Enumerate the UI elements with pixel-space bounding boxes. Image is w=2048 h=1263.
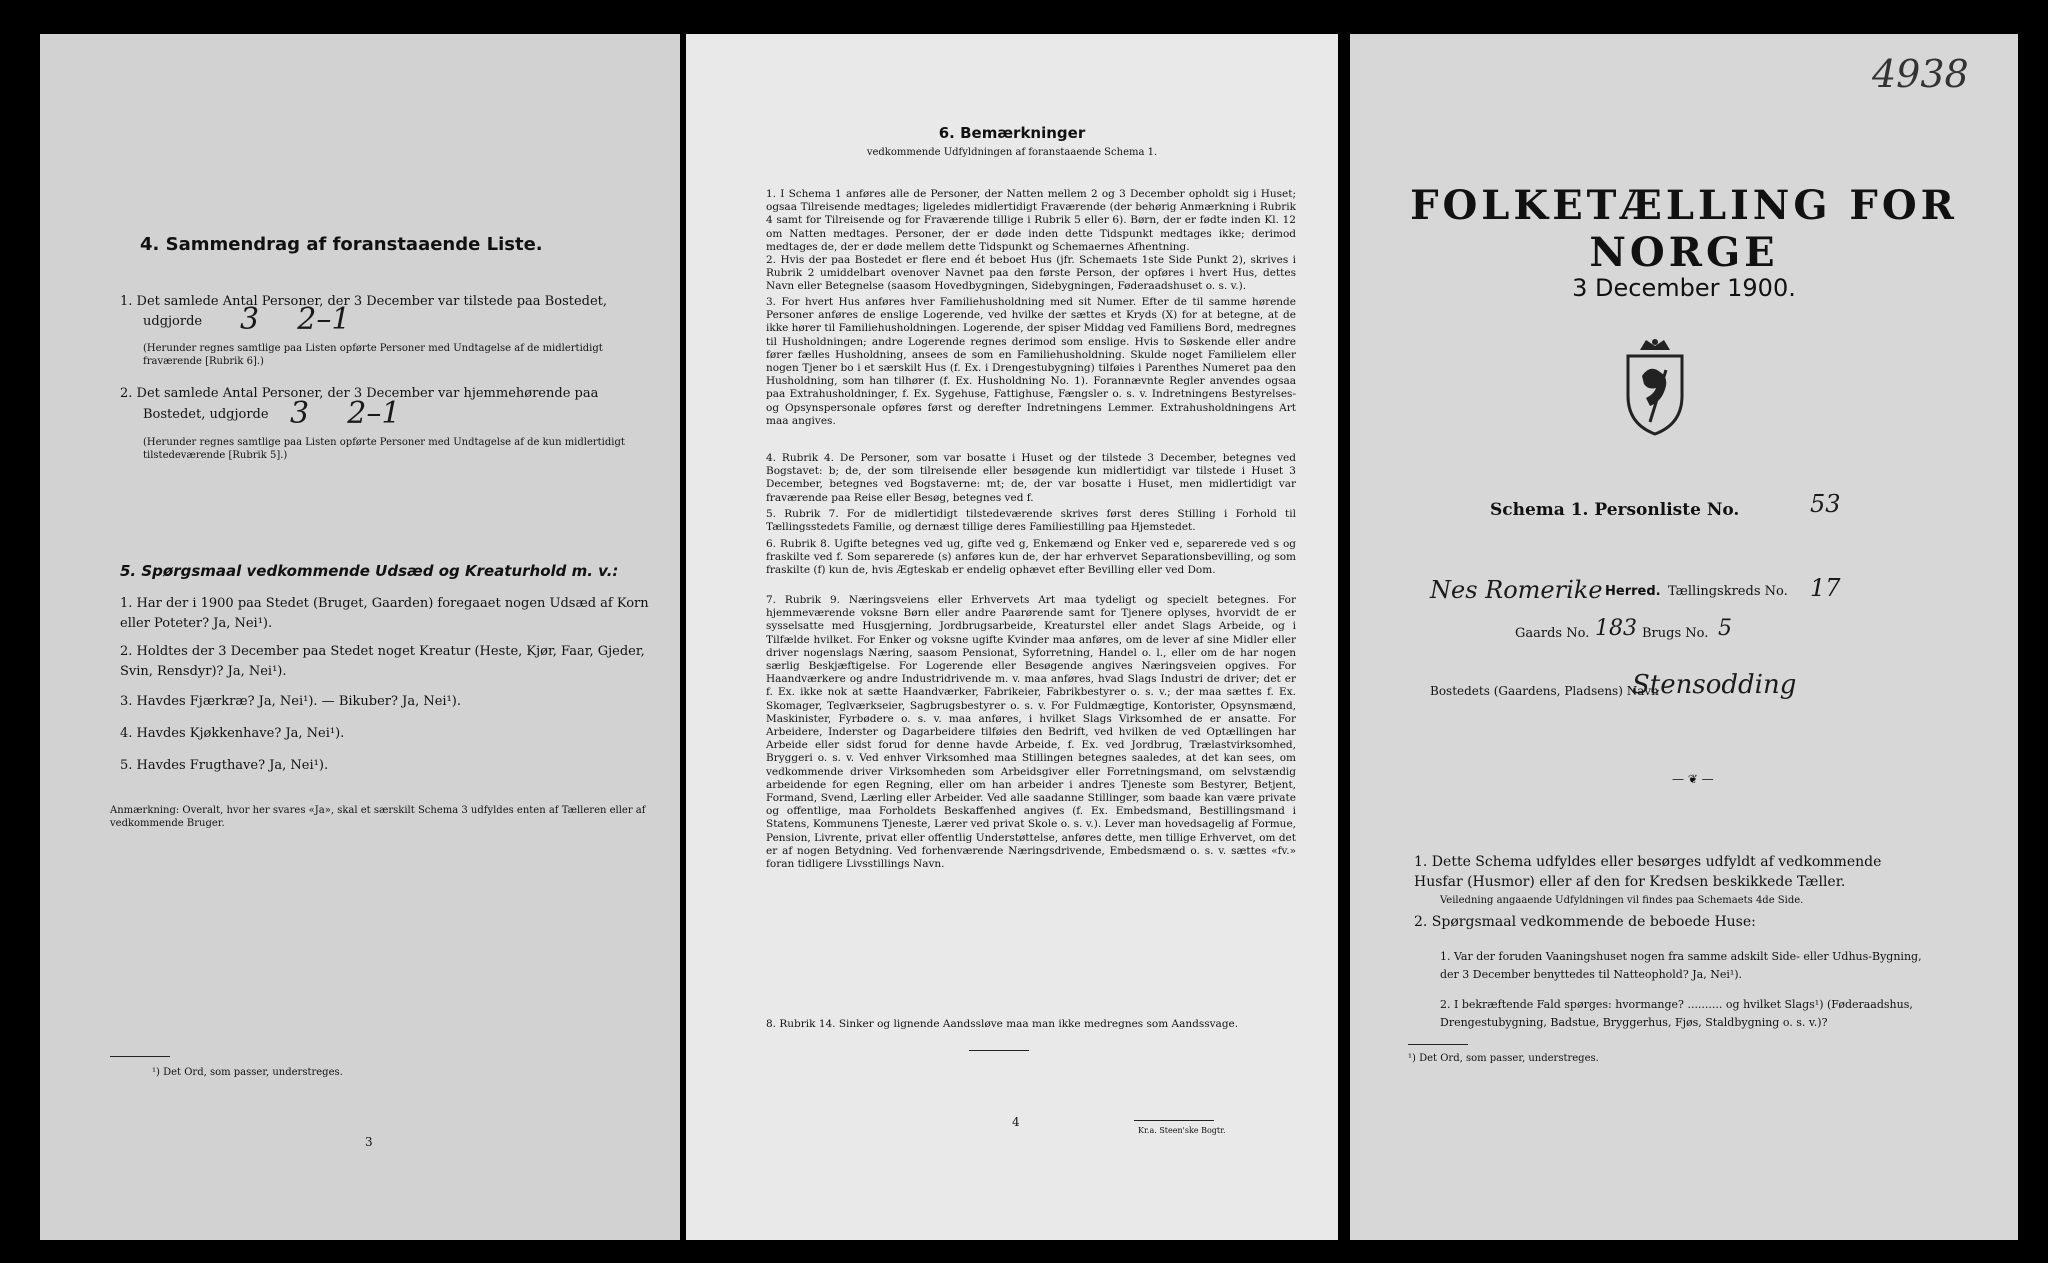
gaards-value: 183	[1595, 616, 1637, 641]
bosted-value: Stensodding	[1632, 670, 1797, 700]
instruction-2: 2. Spørgsmaal vedkommende de beboede Huse:	[1414, 914, 1756, 930]
remark-3: 3. For hvert Hus anføres hver Familiehusholdning med sit Numer. Efter de til samme hørende Personer anføres de enslige Logerende, ved hvilke der sættes et Kryds (X) for at betegne, at de ikke hører til Familiehusholdningen. Logerende, der spiser Middag ved Familiens Bord, medregnes til Husholdningen; andre Logerende regnes derimod som enslige. Hvis to Søskende eller andre fører fælles Husholdning, ansees de som en Familiehusholdning. Skulde noget Familielem eller nogen Tjener bo i et særskilt Hus (f. Ex. i Drengestubygning) tilføies i Parenthes Numeret paa den Husholdning, som han tilhører (f. Ex. Husholdning No. 1). Forannævnte Regler anvendes ogsaa paa Extrahusholdninger, f. Ex. Sygehuse, Fattighuse, Fængsler o. s. v. Indretningens Bestyrelses- og Opsynspersonale opføres først og derefter Indretningens Lemmer. Extrahusholdningens Art maa angives.	[766, 296, 1296, 427]
remarks-divider	[969, 1050, 1029, 1051]
remark-7: 7. Rubrik 9. Næringsveiens eller Erhvervets Art maa tydeligt og specielt betegnes. For hjemmeværende voksne Børn eller andre Paarørende samt for Tjenere oplyses, hvorvidt de er sysselsatte med Husgjerning, Jordbrugsarbeide, Kreaturstel eller andet Slags Arbeide, og i Tilfælde hvilket. For Enker og voksne ugifte Kvinder maa anføres, om de lever af sine Midler eller driver nogenslags Næring, saasom Pensionat, Syforretning, Handel o. l., eller om de har nogen særlig Beskjæftigelse. For Logerende eller Besøgende angives Næringsveien opgives. For Haandværkere og andre Industridrivende m. v. maa anføres, hvad Slags Industri de driver; det er f. Ex. ikke nok at sætte Haandværker, Fabrikeier, Fabrikbestyrer o. s. v.; der maa sættes f. Ex. Skomager, Teglværkseier, Sagbrugsbestyrer o. s. v. For Fuldmægtige, Kontorister, Opsynsmænd, Maskinister, Fyrbødere o. s. v. maa anføres, i hvilket Slags Virksomhed de er ansatte. For Arbeidere, Inderster og Dagarbeidere tilføies den Bedrift, ved hvilken de ved Optællingen har Arbeide eller sidst forud for denne havde Arbeide, f. Ex. ved Jordbrug, Trælastvirksomhed, Bryggeri o. s. v. Ved enhver Virksomhed maa Stillingen betegnes saaledes, at det kan sees, om vedkommende driver Virksomheden som Arbeidsgiver eller Forretningsmand, om selvstændig arbeidende for egen Regning, eller om han arbeider i andres Tjeneste som Bestyrer, Betjent, Formand, Svend, Lærling eller Arbeider. Ved alle saadanne Stillinger, som baade kan være private og offentlige, maa Forholdets Beskaffenhed angives (f. Ex. Embedsmand, Bestillingsmand i Statens, Kommunens Tjeneste, Lærer ved privat Skole o. s. v.). Lever man hovedsagelig af Formue, Pension, Livrente, privat eller offentlig Understøttelse, anføres dette, men tillige Erhvervet, om det er af nogen Betydning. Ved forhenværende Næringsdrivende, Embedsmænd o. s. v. sættes «fv.» foran tidligere Livsstillings Navn.	[766, 594, 1296, 871]
instruction-1: 1. Dette Schema udfyldes eller besørges udfyldt af vedkommende Husfar (Husmor) eller af den for Kredsen beskikkede Tæller.	[1414, 854, 1882, 890]
instruction-2-2: 2. I bekræftende Fald spørges: hvormange? .......... og hvilket Slags¹) (Føderaadshus, Drengestubygning, Badstue, Bryggerhus, Fjøs, Staldbygning o. s. v.)?	[1440, 998, 1913, 1029]
s5-question-3: 3. Havdes Fjærkræ? Ja, Nei¹). — Bikuber? Ja, Nei¹).	[120, 694, 461, 709]
s5-question-1: 1. Har der i 1900 paa Stedet (Bruget, Gaarden) foregaaet nogen Udsæd af Korn eller Poteter? Ja, Nei¹).	[120, 596, 649, 631]
remark-6: 6. Rubrik 8. Ugifte betegnes ved ug, gifte ved g, Enkemænd og Enker ved e, separerede ved s og fraskilte ved f. Som separerede (s) anføres kun de, der har erhvervet Separationsbevilling, og som fraskilte (f) kun de, hvis Ægteskab er endelig ophævet efter Bevilling eller ved Dom.	[766, 538, 1296, 577]
ornament-icon: — ❦ —	[1672, 772, 1714, 786]
census-date: 3 December 1900.	[1572, 274, 1796, 302]
s5-question-2: 2. Holdtes der 3 December paa Stedet noget Kreatur (Heste, Kjør, Faar, Gjeder, Svin, Rensdyr)? Ja, Nei¹).	[120, 644, 645, 679]
s5-question-5: 5. Havdes Frugthave? Ja, Nei¹).	[120, 758, 329, 773]
census-title: FOLKETÆLLING FOR NORGE	[1410, 182, 1958, 276]
bosted-label: Bostedets (Gaardens, Pladsens) Navn	[1430, 684, 1659, 698]
gaards-label: Gaards No.	[1515, 626, 1590, 641]
summary-q2-bostedet: Bostedet, udgjorde	[143, 407, 269, 422]
footnote: ¹) Det Ord, som passer, understreges.	[1408, 1053, 1599, 1064]
remarks-title: 6. Bemærkninger	[938, 124, 1086, 142]
brugs-value: 5	[1718, 616, 1732, 641]
summary-q1: 1. Det samlede Antal Personer, der 3 December var tilstede paa Bostedet,	[120, 294, 608, 309]
page-1-cover	[1350, 34, 2018, 1240]
summary-q2-values: 3 2–1	[290, 396, 401, 431]
section-4-title: 4. Sammendrag af foranstaaende Liste.	[140, 234, 543, 255]
s5-question-4: 4. Havdes Kjøkkenhave? Ja, Nei¹).	[120, 726, 345, 741]
coat-of-arms-icon	[1620, 336, 1690, 436]
herred-value: Nes Romerike	[1430, 576, 1603, 604]
summary-q1-udgjorde: udgjorde	[143, 314, 203, 329]
section-5-title: 5. Spørgsmaal vedkommende Udsæd og Kreaturhold m. v.:	[120, 562, 619, 580]
remarks-subtitle: vedkommende Udfyldningen af foranstaaende Schema 1.	[866, 147, 1158, 158]
footnote-divider	[1408, 1044, 1468, 1045]
footnote-divider	[110, 1056, 170, 1057]
personliste-number: 53	[1810, 490, 1841, 518]
page-3-summary	[40, 34, 680, 1240]
herred-label: Herred.	[1605, 584, 1661, 599]
instruction-1-note: Veiledning angaaende Udfyldningen vil findes paa Schemaets 4de Side.	[1440, 895, 1804, 906]
archive-number: 4938	[1872, 52, 1969, 96]
printer-credit: Kr.a. Steen'ske Bogtr.	[1138, 1126, 1226, 1135]
instruction-2-1: 1. Var der foruden Vaaningshuset nogen fra samme adskilt Side- eller Udhus-Bygning, der 3 December benyttedes til Natteophold? Ja, Nei¹).	[1440, 950, 1922, 981]
printer-rule	[1134, 1120, 1214, 1121]
remark-5: 5. Rubrik 7. For de midlertidigt tilstedeværende skrives først deres Stilling i Forhold til Tællingsstedets Familie, og dernæst tillige deres Familiestilling paa Hjemstedet.	[766, 508, 1296, 534]
summary-q2-note: (Herunder regnes samtlige paa Listen opførte Personer med Undtagelse af de kun midlertidigt tilstedeværende [Rubrik 5].)	[143, 437, 625, 461]
remark-4: 4. Rubrik 4. De Personer, som var bosatte i Huset og der tilstede 3 December, betegnes ved Bogstavet: b; de, der som tilreisende eller besøgende kun midlertidigt var tilstede i Huset 3 December, betegnes ved Bogstaverne: mt; de, der var bosatte i Huset, men midlertidigt var fraværende paa Reise eller Besøg, betegnes ved f.	[766, 452, 1296, 504]
summary-q1-note: (Herunder regnes samtlige paa Listen opførte Personer med Undtagelse af de midlertidigt fraværende [Rubrik 6].)	[143, 343, 603, 367]
page-number: 4	[1012, 1115, 1020, 1129]
summary-q2: 2. Det samlede Antal Personer, der 3 December var hjemmehørende paa	[120, 386, 599, 401]
schema-label: Schema 1. Personliste No.	[1490, 500, 1740, 520]
kreds-label: Tællingskreds No.	[1668, 584, 1788, 599]
kreds-value: 17	[1810, 574, 1841, 602]
remark-8: 8. Rubrik 14. Sinker og lignende Aandssløve maa man ikke medregnes som Aandssvage.	[766, 1018, 1239, 1030]
remark-2: 2. Hvis der paa Bostedet er flere end ét beboet Hus (jfr. Schemaets 1ste Side Punkt 2), skrives i Rubrik 2 umiddelbart ovenover Navnet paa den første Person, der opføres i hvert Hus, dettes Navn eller Betegnelse (saasom Hovedbygningen, Sidebygningen, Føderaadshuset o. s. v.).	[766, 254, 1296, 293]
page-4-remarks	[686, 34, 1338, 1240]
summary-q1-values: 3 2–1	[240, 302, 351, 337]
remark-1: 1. I Schema 1 anføres alle de Personer, der Natten mellem 2 og 3 December opholdt sig i Huset; ogsaa Tilreisende medtages; ligeledes midlertidigt Fraværende (der behørig Anmærkning i Rubrik 4 samt for Tilreisende og for Fraværende tillige i Rubrik 5 eller 6). Børn, der er fødte inden Kl. 12 om Natten medtages. Personer, der er døde inden dette Tidspunkt medtages ikke; derimod medtages de, der er døde mellem dette Tidspunkt og Schemaernes Afhentning.	[766, 188, 1296, 253]
anmerkning-note: Anmærkning: Overalt, hvor her svares «Ja», skal et særskilt Schema 3 udfyldes enten af Tælleren eller af vedkommende Bruger.	[110, 805, 646, 829]
footnote: ¹) Det Ord, som passer, understreges.	[152, 1067, 343, 1078]
page-number: 3	[365, 1135, 373, 1149]
brugs-label: Brugs No.	[1642, 626, 1709, 641]
